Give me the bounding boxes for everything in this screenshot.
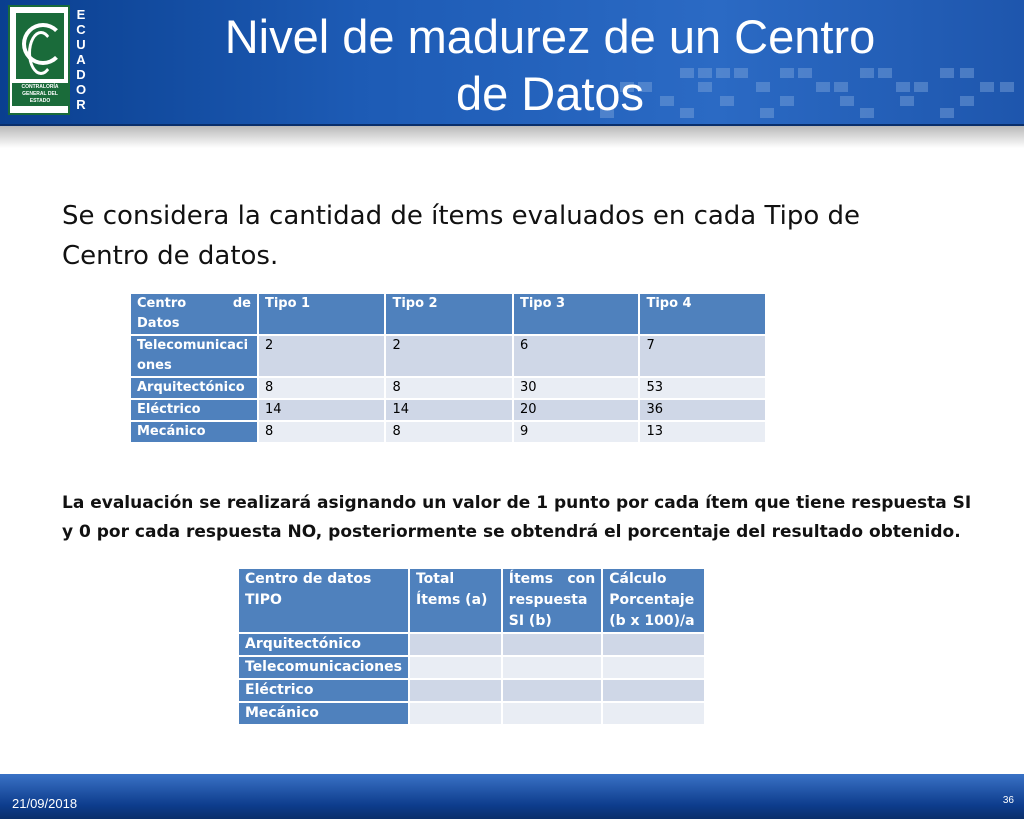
- table-cell: 13: [639, 421, 766, 443]
- table-row: [130, 421, 766, 443]
- header-cell: Centro de datos TIPO: [238, 568, 409, 633]
- row-label: Eléctrico: [130, 399, 258, 421]
- table-cell: 20: [513, 399, 640, 421]
- header-cell: Ítems con respuesta SI (b): [502, 568, 602, 633]
- table-header-row: [130, 293, 766, 335]
- table-cell: 8: [385, 421, 513, 443]
- header-cell: Centro de Datos: [130, 293, 258, 335]
- row-label: Telecomunicaciones: [130, 335, 258, 377]
- table-cell: [502, 633, 602, 656]
- table-row: [238, 633, 705, 656]
- table-row: [130, 399, 766, 421]
- contraloria-logo: [8, 5, 92, 117]
- table-row: [130, 377, 766, 399]
- table-cell: [409, 702, 502, 725]
- table-row: [238, 679, 705, 702]
- slide-title: [150, 8, 950, 122]
- header-cell: Tipo 1: [258, 293, 386, 335]
- table-cell: 30: [513, 377, 640, 399]
- slide-footer: [0, 774, 1024, 819]
- intro-text: Se considera la cantidad de ítems evaluados en cada Tipo de Centro de datos.: [62, 201, 860, 271]
- table-row: [238, 656, 705, 679]
- table-cell: 2: [258, 335, 386, 377]
- table-cell: 2: [385, 335, 513, 377]
- header-cell: Tipo 4: [639, 293, 766, 335]
- table-cell: 36: [639, 399, 766, 421]
- table-cell: [602, 633, 705, 656]
- header-cell: Cálculo Porcentaje (b x 100)/a: [602, 568, 705, 633]
- evaluation-table: [237, 567, 706, 726]
- title-line-2: de Datos: [455, 67, 645, 120]
- row-label: Arquitectónico: [238, 633, 409, 656]
- table-row: [130, 335, 766, 377]
- header-cell: Total Ítems (a): [409, 568, 502, 633]
- table-cell: [409, 679, 502, 702]
- table-cell: 9: [513, 421, 640, 443]
- table-cell: [502, 702, 602, 725]
- logo-emblem: [8, 5, 70, 115]
- table-cell: [409, 633, 502, 656]
- row-label: Mecánico: [238, 702, 409, 725]
- ce-monogram-icon: [16, 13, 64, 79]
- header-cell: Tipo 3: [513, 293, 640, 335]
- slide-header: [0, 0, 1024, 127]
- table-cell: [602, 679, 705, 702]
- evaluation-text: La evaluación se realizará asignando un valor de 1 punto por cada ítem que tiene respuesta SI y 0 por cada respuesta NO, posteriormente se obtendrá el porcentaje del resultado obtenido.: [62, 493, 972, 542]
- items-per-type-table: [129, 292, 767, 444]
- table-cell: 8: [258, 377, 386, 399]
- logo-vertical-text: E C U A D O R: [75, 7, 87, 112]
- table-cell: [602, 702, 705, 725]
- header-shadow: [0, 126, 1024, 148]
- row-label: Telecomunicaciones: [238, 656, 409, 679]
- table-cell: [502, 656, 602, 679]
- footer-date: 21/09/2018: [12, 796, 78, 811]
- row-label: Eléctrico: [238, 679, 409, 702]
- table-cell: 7: [639, 335, 766, 377]
- logo-text: CONTRALORÍA GENERAL DEL ESTADO: [12, 83, 68, 106]
- table-header-row: [238, 568, 705, 633]
- table-cell: 14: [385, 399, 513, 421]
- title-line-1: Nivel de madurez de un Centro: [224, 10, 876, 63]
- table-cell: 53: [639, 377, 766, 399]
- table-cell: 6: [513, 335, 640, 377]
- table-cell: 8: [258, 421, 386, 443]
- table-cell: 8: [385, 377, 513, 399]
- row-label: Arquitectónico: [130, 377, 258, 399]
- table-cell: 14: [258, 399, 386, 421]
- table-cell: [409, 656, 502, 679]
- table-cell: [502, 679, 602, 702]
- row-label: Mecánico: [130, 421, 258, 443]
- header-cell: Tipo 2: [385, 293, 513, 335]
- table-cell: [602, 656, 705, 679]
- table-row: [238, 702, 705, 725]
- page-number: 36: [1002, 795, 1014, 806]
